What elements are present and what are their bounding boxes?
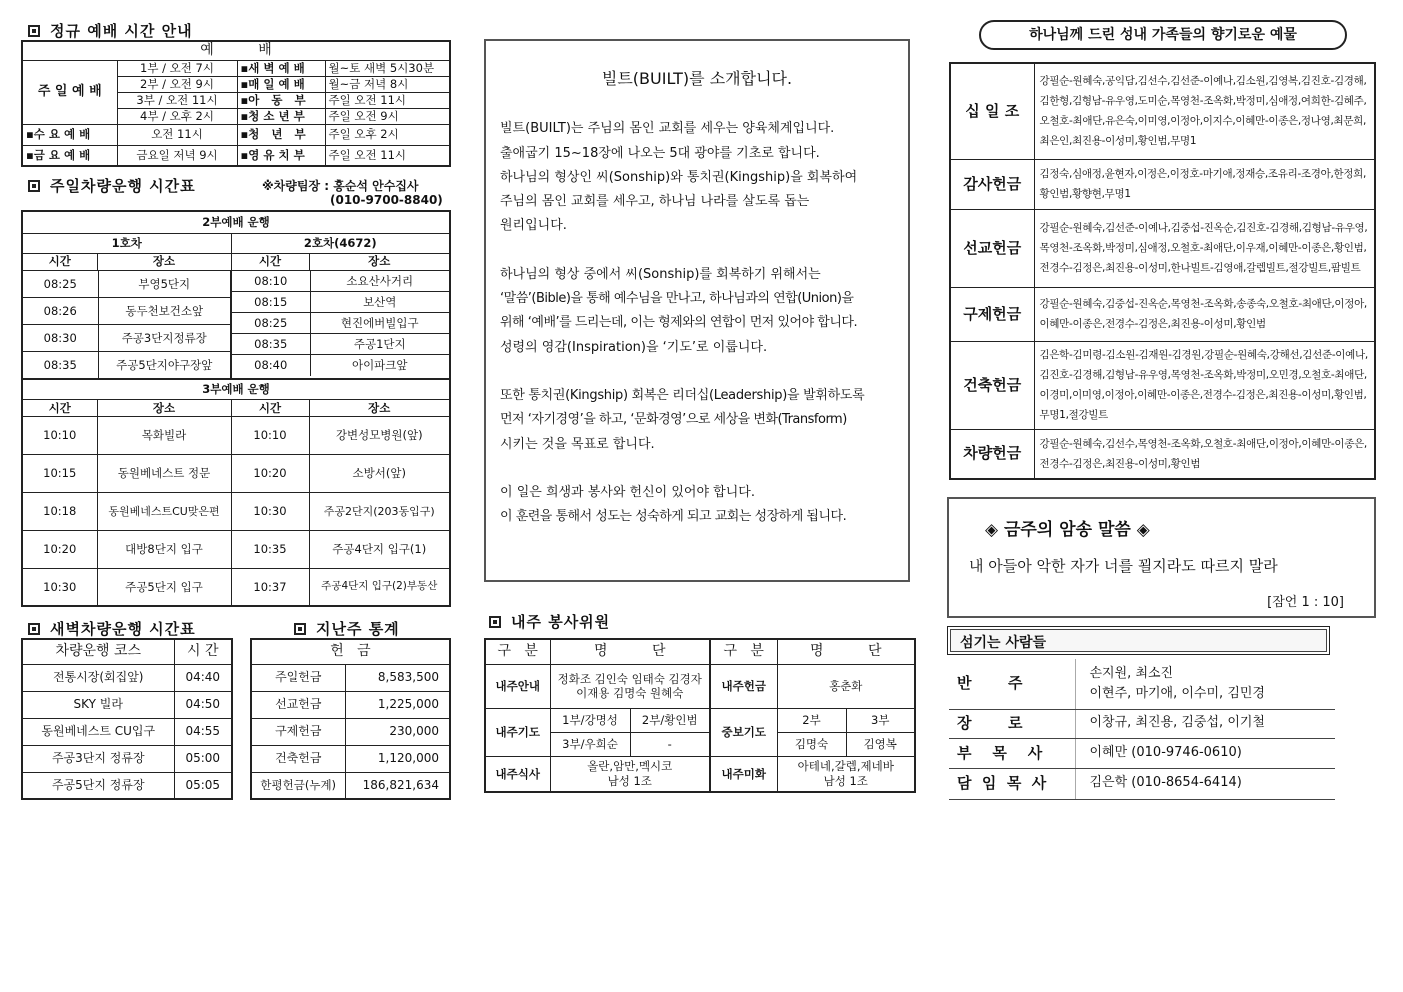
prayer-2: 2부/황인범: [630, 708, 710, 732]
stat-label: 건축헌금: [251, 745, 345, 772]
col-division: 구 분: [710, 639, 777, 664]
people-role: 반 주: [949, 659, 1075, 709]
memory-verse-box: [947, 497, 1376, 618]
course-time: 05:00: [174, 745, 232, 772]
col-place: 장소: [97, 253, 231, 270]
servants-title-text: 내주 봉사위원: [511, 613, 611, 631]
service-name: ▪영 유 치 부: [237, 145, 325, 166]
intro-paragraph-4: [500, 481, 908, 530]
meal-names: [550, 756, 710, 792]
prayer-label: 내주기도: [485, 708, 550, 756]
intercede-label: 중보기도: [710, 708, 777, 756]
offering-category: 구제헌금: [950, 287, 1034, 341]
course-name: SKY 빌라: [22, 691, 174, 718]
car2-label: 2호차(4672): [231, 233, 450, 253]
stat-value: 186,821,634: [345, 772, 450, 799]
memory-verse-text: 내 아들아 악한 자가 너를 꾈지라도 따르지 말라: [969, 557, 1278, 575]
guide-names-line: 정화조 김인숙 임태숙 김경자: [557, 671, 702, 686]
built-intro-box: [484, 39, 910, 582]
service-name: ▪새 벽 예 배: [237, 60, 325, 76]
people-role: 장 로: [949, 709, 1075, 738]
people-title-box: [947, 626, 1330, 655]
offering-category: 선교헌금: [950, 209, 1034, 287]
guide-names-line: 이재용 김명숙 원혜숙: [576, 686, 684, 700]
stop-place: 주공4단지 입구(2)부동산: [309, 569, 450, 606]
intro-line: 위해 ‘예배’를 드리는데, 이는 형제와의 연합이 먼저 있어야 합니다.: [500, 315, 858, 331]
servants-table: [484, 638, 916, 793]
service-time: 주일 오전 11시: [325, 145, 450, 166]
car1-stops: [22, 270, 231, 379]
stop-time: 10:35: [231, 531, 309, 569]
offering-category: 건축헌금: [950, 341, 1034, 429]
stop-place: 주공1단지: [310, 334, 449, 355]
stop-place: 동원베네스트CU맞은편: [97, 493, 231, 531]
stop-place: 아이파크앞: [310, 355, 449, 376]
stop-time: 10:10: [22, 417, 97, 455]
course-time: 04:50: [174, 691, 232, 718]
stop-time: 08:35: [232, 334, 310, 355]
course-name: 주공5단지 정류장: [22, 772, 174, 799]
stop-place: 부영5단지: [98, 271, 230, 298]
service-time: 월~토 새벽 5시30분: [325, 60, 450, 76]
people-names: 이창규, 최진용, 김중섭, 이기철: [1075, 709, 1335, 738]
offering-names: 강필순-원혜숙,김중섭-진옥순,목영천-조옥화,송종숙,오철호-최애단,이정아,이혜만-이종은,전경수-김정은,최진용-이성미,황인범: [1034, 287, 1375, 341]
third-service-bus-title: 3부예배 운행: [22, 379, 450, 400]
col-time: 시간: [231, 253, 309, 270]
intercede-head-2: 2부: [777, 708, 846, 732]
memory-verse-title: ◈ 금주의 암송 말씀 ◈: [985, 520, 1150, 540]
people-names: 김은학 (010-8654-6414): [1075, 768, 1335, 799]
worship-table: [21, 40, 451, 167]
friday-worship-label: ▪금 요 예 배: [22, 145, 117, 166]
car1-label: 1호차: [22, 233, 231, 253]
stat-label: 한평헌금(누계): [251, 772, 345, 799]
square-bullet-icon: [28, 623, 40, 635]
square-bullet-icon: [28, 180, 40, 192]
stop-place: 보산역: [310, 292, 449, 313]
intro-line: 출애굽기 15~18장에 나오는 5대 광야를 기초로 합니다.: [500, 145, 820, 161]
offering-names: 강필순-원혜숙,김선수,목영천-조옥화,오철호-최애단,이정아,이혜만-이종은,전경수-김정은,최진용-이성미,황인범: [1034, 429, 1375, 479]
beauty-names-line: 남성 1조: [823, 773, 868, 788]
stop-time: 10:15: [22, 455, 97, 493]
offerings-table: [949, 62, 1376, 480]
intro-paragraph-3: [500, 384, 908, 457]
stop-place: 목화빌라: [97, 417, 231, 455]
intro-line: 먼저 ‘자기경영’을 하고, ‘문화경영’으로 세상을 변화(Transform): [500, 412, 847, 428]
stats-head: 헌 금: [251, 639, 450, 664]
stop-time: 08:10: [232, 271, 310, 292]
stop-time: 10:30: [231, 493, 309, 531]
intercede-name-2: 김명숙: [777, 732, 846, 756]
intercede-head-3: 3부: [846, 708, 915, 732]
meal-names-line: 남성 1조: [607, 773, 652, 788]
stop-time: 08:26: [23, 298, 98, 325]
square-bullet-icon: [294, 623, 306, 635]
intro-line: 성령의 영감(Inspiration)을 ‘기도’로 이룹니다.: [500, 339, 768, 355]
stop-time: 10:20: [231, 455, 309, 493]
stats-table: [250, 638, 451, 800]
stop-time: 10:18: [22, 493, 97, 531]
dawn-bus-table: [21, 638, 233, 800]
guide-names: [550, 664, 710, 708]
stop-place: 주공4단지 입구(1): [309, 531, 450, 569]
stop-time: 10:37: [231, 569, 309, 606]
stat-label: 주일헌금: [251, 664, 345, 691]
people-names: [1075, 659, 1335, 709]
stop-place: 주공5단지 입구: [97, 569, 231, 606]
intro-line: 원리입니다.: [500, 218, 567, 234]
stop-time: 10:10: [231, 417, 309, 455]
intro-paragraph-1: [500, 117, 908, 238]
service-time: 주일 오전 11시: [325, 92, 450, 108]
intro-line: ‘말씀’(Bible)을 통해 예수님을 만나고, 하나님과의 연합(Union)을: [500, 291, 854, 307]
stat-value: 230,000: [345, 718, 450, 745]
intro-line: 시키는 것을 목표로 합니다.: [500, 436, 655, 452]
stop-place: 주공2단지(203동입구): [309, 493, 450, 531]
servants-section-title: [489, 611, 610, 632]
course-name: 주공3단지 정류장: [22, 745, 174, 772]
car2-stop-list: [232, 271, 449, 376]
stat-label: 구제헌금: [251, 718, 345, 745]
intercede-name-3: 김영복: [846, 732, 915, 756]
second-service-bus-title: 2부예배 운행: [22, 211, 450, 233]
offering-category: 감사헌금: [950, 159, 1034, 209]
people-names-line: 이현주, 마기애, 이수미, 김민경: [1089, 685, 1265, 701]
sunday-service: 4부 / 오후 2시: [117, 108, 237, 124]
stat-value: 8,583,500: [345, 664, 450, 691]
prayer-1: 1부/강명성: [550, 708, 630, 732]
offering-names: 강필순-원혜숙,공익담,김선수,김선준-이예나,김소원,김영복,김진호-김경해,김한형,김형남-유우영,도미순,목영천-조옥화,박정미,심애정,여희한-김혜주,오철호-최애단,유은숙,이미영,이정아,이지수,이혜만-이종은,정나영,최문희,최은인,최진용-이성미,황인범,무명1: [1034, 63, 1375, 159]
col-time: 시간: [22, 253, 97, 270]
worship-head: 예 배: [22, 41, 450, 60]
stop-place: 동원베네스트 정문: [97, 455, 231, 493]
offerings-title: 하나님께 드린 성내 가족들의 향기로운 예물: [1029, 27, 1297, 43]
beauty-names-line: 아테네,갈렙,제네바: [797, 759, 894, 774]
people-role: 부 목 사: [949, 738, 1075, 768]
bus-title-text: 주일차량운행 시간표: [50, 177, 196, 195]
stop-time: 08:40: [232, 355, 310, 376]
stop-place: 주공5단지야구장앞: [98, 352, 230, 378]
col-division: 구 분: [485, 639, 550, 664]
people-table: [949, 659, 1335, 800]
dawn-title-text: 새벽차량운행 시간표: [50, 620, 196, 638]
stop-place: 주공3단지정류장: [98, 325, 230, 352]
people-role: 담 임 목 사: [949, 768, 1075, 799]
intro-line: 하나님의 형상 중에서 씨(Sonship)를 회복하기 위해서는: [500, 266, 821, 282]
col-place: 장소: [309, 253, 450, 270]
sunday-worship-label: 주 일 예 배: [22, 60, 117, 124]
col-time: 시간: [22, 400, 97, 417]
offering-names: 김정숙,심애정,윤현자,이정은,이정호-마기애,정재승,조유리-조경아,한정희,황인범,황향현,무명1: [1034, 159, 1375, 209]
course-time: 04:40: [174, 664, 232, 691]
col-names: 명 단: [777, 639, 915, 664]
course-time: 04:55: [174, 718, 232, 745]
sunday-service: 1부 / 오전 7시: [117, 60, 237, 76]
stop-time: 08:15: [232, 292, 310, 313]
stop-place: 소요산사거리: [310, 271, 449, 292]
stop-place: 강변성모병원(앞): [309, 417, 450, 455]
guide-label: 내주안내: [485, 664, 550, 708]
col-course: 차량운행 코스: [22, 639, 174, 664]
car1-stop-list: [23, 271, 230, 378]
sunday-bus-table: [21, 210, 451, 607]
stat-value: 1,120,000: [345, 745, 450, 772]
service-time: 월~금 저녁 8시: [325, 76, 450, 92]
wednesday-worship-label: ▪수 요 예 배: [22, 124, 117, 145]
service-name: ▪청 년 부: [237, 124, 325, 145]
worship-section-title: [28, 20, 193, 41]
stop-place: 동두천보건소앞: [98, 298, 230, 325]
bus-manager-phone: (010-9700-8840): [330, 193, 443, 207]
people-names-line: 손지원, 최소진: [1089, 665, 1174, 681]
offering-label: 내주헌금: [710, 664, 777, 708]
friday-worship-time: 금요일 저녁 9시: [117, 145, 237, 166]
course-time: 05:05: [174, 772, 232, 799]
service-name: ▪청 소 년 부: [237, 108, 325, 124]
dawn-bus-section-title: [28, 618, 196, 639]
intro-line: 빌트(BUILT)는 주님의 몸인 교회를 세우는 양육체계입니다.: [500, 121, 835, 137]
prayer-4: -: [630, 732, 710, 756]
wednesday-worship-time: 오전 11시: [117, 124, 237, 145]
people-names: 이혜만 (010-9746-0610): [1075, 738, 1335, 768]
meal-label: 내주식사: [485, 756, 550, 792]
beauty-label: 내주미화: [710, 756, 777, 792]
sunday-service: 2부 / 오전 9시: [117, 76, 237, 92]
service-name: ▪아 동 부: [237, 92, 325, 108]
people-title: 섬기는 사람들: [960, 635, 1047, 651]
stop-time: 08:25: [23, 271, 98, 298]
offering-name: 홍춘화: [777, 664, 915, 708]
bus-section-title: [28, 175, 196, 196]
course-name: 전통시장(회집앞): [22, 664, 174, 691]
built-intro-title: 빌트(BUILT)를 소개합니다.: [601, 69, 793, 88]
col-place: 장소: [309, 400, 450, 417]
square-bullet-icon: [28, 25, 40, 37]
car2-stops: [231, 270, 450, 379]
prayer-3: 3부/우희순: [550, 732, 630, 756]
offerings-title-banner: [979, 20, 1347, 50]
beauty-names: [777, 756, 915, 792]
col-time: 시 간: [174, 639, 232, 664]
stats-title-text: 지난주 통계: [316, 620, 400, 638]
stat-value: 1,225,000: [345, 691, 450, 718]
intro-line: 하나님의 형상인 씨(Sonship)와 통치권(Kingship)을 회복하여: [500, 169, 858, 185]
intro-line: 이 일은 희생과 봉사와 헌신이 있어야 합니다.: [500, 484, 755, 500]
stop-time: 10:20: [22, 531, 97, 569]
memory-verse-reference: [잠언 1 : 10]: [1267, 595, 1344, 610]
offering-names: 김은학-김미령-김소원-김재원-김경원,강필순-원혜숙,강해선,김선준-이예나,김진호-김경해,김형남-유우영,목영천-조옥화,박정미,오민경,오철호-최애단,이경미,이미영,이정아,이혜만-이종은,전경수-김정은,최진용-이성미,황인범,무명1,절강빌트: [1034, 341, 1375, 429]
stat-label: 선교헌금: [251, 691, 345, 718]
intro-line: 이 훈련을 통해서 성도는 성숙하게 되고 교회는 성장하게 됩니다.: [500, 509, 847, 525]
col-place: 장소: [97, 400, 231, 417]
stop-place: 대방8단지 입구: [97, 531, 231, 569]
stop-time: 08:35: [23, 352, 98, 378]
offering-names: 강필순-원혜숙,김선준-이예나,김중섭-진옥순,김진호-김경해,김형남-유우영,목영천-조옥화,박정미,심애정,오철호-최애단,이우재,이혜만-이종은,황인범,전경수-김정은,최진용-이성미,한나빌트-김영애,갈렙빌트,절강빌트,팜빌트: [1034, 209, 1375, 287]
worship-title-text: 정규 예배 시간 안내: [50, 22, 193, 40]
offering-category: 차량헌금: [950, 429, 1034, 479]
stop-time: 08:30: [23, 325, 98, 352]
col-time: 시간: [231, 400, 309, 417]
service-name: ▪매 일 예 배: [237, 76, 325, 92]
intro-line: 또한 통치권(Kingship) 회복은 리더십(Leadership)을 발휘하도록: [500, 387, 865, 403]
stop-time: 08:25: [232, 313, 310, 334]
service-time: 주일 오전 9시: [325, 108, 450, 124]
stop-place: 소방서(앞): [309, 455, 450, 493]
intro-line: 주님의 몸인 교회를 세우고, 하나님 나라를 살도록 돕는: [500, 194, 810, 210]
meal-names-line: 올란,암만,멕시코: [587, 759, 673, 774]
stats-section-title: [294, 618, 400, 639]
stop-place: 현진에버빌입구: [310, 313, 449, 334]
service-time: 주일 오후 2시: [325, 124, 450, 145]
intro-paragraph-2: [500, 263, 908, 360]
offering-category: 십 일 조: [950, 63, 1034, 159]
stop-time: 10:30: [22, 569, 97, 606]
col-names: 명 단: [550, 639, 710, 664]
course-name: 동원베네스트 CU입구: [22, 718, 174, 745]
bus-manager: ※차량팀장 : 홍순석 안수집사: [262, 179, 419, 193]
sunday-service: 3부 / 오전 11시: [117, 92, 237, 108]
square-bullet-icon: [489, 616, 501, 628]
